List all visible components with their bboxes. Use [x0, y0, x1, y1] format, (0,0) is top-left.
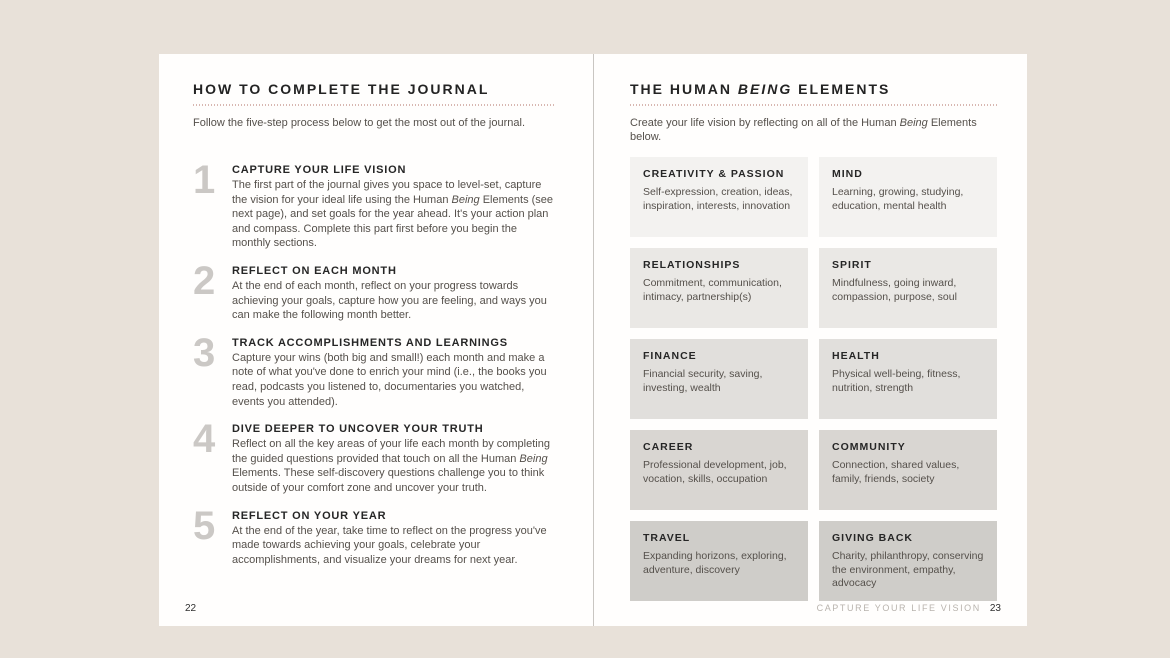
journal-spread [159, 54, 1027, 626]
step-2-body [232, 264, 555, 323]
element-card-desc: Connection, shared values, family, friends, society [832, 459, 960, 485]
step-1-number: 1 [193, 158, 216, 202]
element-card-career [630, 430, 808, 510]
element-card-desc: Professional development, job, vocation, skills, occupation [643, 459, 787, 485]
element-card-travel [630, 521, 808, 601]
element-card-desc: Self-expression, creation, ideas, inspiration, interests, innovation [643, 186, 793, 212]
element-card-title: HEALTH [832, 350, 880, 362]
step-4 [193, 417, 555, 495]
page-left [159, 54, 594, 626]
step-5 [193, 503, 555, 568]
element-card-health [819, 339, 997, 419]
left-page-intro: Follow the five-step process below to get the most out of the journal. [193, 117, 526, 129]
step-2-text: At the end of each month, reflect on your progress towards achieving your goals, capture how you are feeling, and ways you can make the following month better. [232, 279, 547, 322]
step-3-number: 3 [193, 330, 216, 375]
step-3-text: Capture your wins (both big and small!) each month and make a note of what you've done to enrich your mind (i.e., the books you read, podcasts you listened to, documentaries you watched, events you attended). [232, 351, 547, 408]
element-card-title: RELATIONSHIPS [643, 259, 741, 271]
step-3-body [232, 336, 555, 409]
running-head: CAPTURE YOUR LIFE VISION [816, 603, 981, 613]
element-card-title: SPIRIT [832, 259, 872, 271]
element-card-title: COMMUNITY [832, 441, 906, 453]
element-card-title: MIND [832, 168, 863, 180]
right-page-title: THE HUMAN BEING ELEMENTS [630, 81, 891, 97]
step-1-body [232, 163, 555, 251]
element-card-community [819, 430, 997, 510]
element-card-title: TRAVEL [643, 532, 691, 544]
element-card-finance [630, 339, 808, 419]
element-card-title: GIVING BACK [832, 532, 914, 544]
steps-list [193, 158, 555, 567]
step-2-title: REFLECT ON EACH MONTH [232, 264, 397, 277]
element-card-title: CAREER [643, 441, 694, 453]
right-page-intro: Create your life vision by reflecting on all of the Human Being Elements below. [630, 117, 977, 143]
left-page-footer [185, 603, 196, 614]
element-card-desc: Expanding horizons, exploring, adventure, discovery [643, 550, 787, 576]
step-1 [193, 158, 555, 251]
elements-grid [630, 157, 997, 601]
step-1-text: The first part of the journal gives you space to level-set, capture the vision for your ideal life using the Human Being Elements (see next page), and set goals for the year ahead. It's your action plan and compass. Complete this part first before you begin the monthly sections. [232, 179, 554, 250]
step-4-number: 4 [193, 417, 216, 462]
step-4-text: Reflect on all the key areas of your life each month by completing the guided questions provided that touch on all the Human Being Elements. These self-discovery questions challenge you to think outside of your comfort zone and uncover your truth. [232, 438, 550, 494]
element-card-spirit [819, 248, 997, 328]
step-3 [193, 330, 555, 409]
step-4-body [232, 422, 555, 495]
element-card-desc: Charity, philanthropy, conserving the environment, empathy, advocacy [832, 550, 984, 589]
step-1-title: CAPTURE YOUR LIFE VISION [232, 164, 407, 176]
element-card-desc: Commitment, communication, intimacy, partnership(s) [643, 277, 782, 303]
step-5-number: 5 [193, 503, 216, 548]
step-2-number: 2 [193, 258, 216, 303]
element-card-creativity-passion [630, 157, 808, 237]
page-right [594, 54, 1027, 626]
dotted-rule [630, 104, 997, 106]
step-2 [193, 258, 555, 323]
element-card-desc: Financial security, saving, investing, wealth [643, 368, 763, 394]
element-card-desc: Learning, growing, studying, education, mental health [832, 186, 964, 212]
step-5-text: At the end of the year, take time to reflect on the progress you've made towards achieving your goals, celebrate your accomplishments, and visualize your dreams for next year. [232, 524, 547, 566]
element-card-title: CREATIVITY & PASSION [643, 168, 785, 180]
element-card-mind [819, 157, 997, 237]
element-card-relationships [630, 248, 808, 328]
step-5-title: REFLECT ON YOUR YEAR [232, 509, 387, 522]
element-card-giving-back [819, 521, 997, 601]
step-3-title: TRACK ACCOMPLISHMENTS AND LEARNINGS [232, 336, 508, 349]
element-card-desc: Physical well-being, fitness, nutrition, strength [832, 368, 961, 394]
step-5-body [232, 509, 555, 568]
element-card-desc: Mindfulness, going inward, compassion, purpose, soul [832, 277, 957, 303]
element-card-title: FINANCE [643, 350, 697, 362]
right-page-footer [817, 603, 1001, 614]
left-page-number: 22 [185, 603, 197, 614]
step-4-title: DIVE DEEPER TO UNCOVER YOUR TRUTH [232, 423, 484, 436]
left-page-title: HOW TO COMPLETE THE JOURNAL [193, 81, 490, 97]
dotted-rule [193, 104, 555, 106]
right-page-number: 23 [989, 603, 1001, 614]
